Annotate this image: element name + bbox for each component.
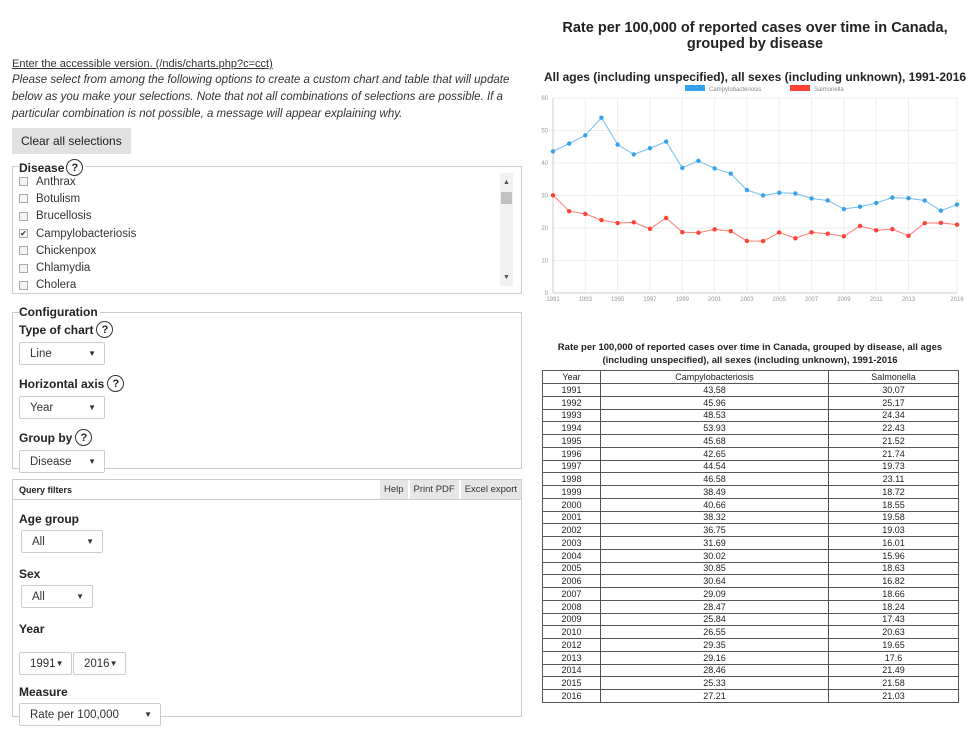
chart-subtitle: All ages (including unspecified), all sexes (including unknown), 1991-2016	[543, 70, 967, 84]
configuration-fieldset	[12, 305, 522, 469]
x-tick-label: 2009	[837, 297, 851, 303]
accessible-version-link[interactable]: Enter the accessible version. (/ndis/charts.php?c=cct)	[12, 58, 273, 70]
chevron-down-icon: ▼	[144, 710, 152, 719]
data-point	[599, 116, 603, 120]
x-tick-label: 2005	[772, 297, 786, 303]
data-point	[599, 218, 603, 222]
table-cell: 38.32	[601, 511, 829, 524]
table-row	[543, 435, 959, 448]
data-point	[874, 228, 878, 232]
chevron-down-icon: ▼	[76, 592, 84, 601]
help-icon[interactable]: ?	[96, 321, 113, 338]
x-tick-label: 1991	[546, 297, 560, 303]
disease-item[interactable]	[19, 259, 515, 276]
chart-title: Rate per 100,000 of reported cases over time in Canada, grouped by disease	[562, 20, 948, 52]
table-cell: 1997	[543, 460, 601, 473]
y-tick-label: 50	[541, 128, 548, 135]
data-point	[551, 149, 555, 153]
table-cell: 21.03	[829, 690, 959, 703]
data-point	[922, 221, 926, 225]
disease-item[interactable]	[19, 190, 515, 207]
legend-swatch	[685, 85, 705, 91]
table-cell: 24.34	[829, 409, 959, 422]
excel-export-button[interactable]: Excel export	[461, 480, 521, 499]
table-row	[543, 626, 959, 639]
table-row	[543, 537, 959, 550]
x-tick-label: 2011	[869, 297, 883, 303]
table-row	[543, 422, 959, 435]
table-cell: 17.6	[829, 651, 959, 664]
table-cell: 1991	[543, 384, 601, 397]
data-point	[842, 234, 846, 238]
table-cell: 18.72	[829, 486, 959, 499]
x-tick-label: 2013	[901, 297, 916, 303]
disease-checkbox[interactable]	[19, 264, 28, 273]
table-cell: 27.21	[601, 690, 829, 703]
disease-checkbox[interactable]	[19, 212, 28, 221]
data-point	[890, 195, 894, 199]
query-filters-panel	[12, 479, 522, 721]
data-point	[777, 230, 781, 234]
table-cell: 2010	[543, 626, 601, 639]
disease-item-label: Anthrax	[36, 175, 76, 188]
data-point	[890, 227, 894, 231]
disease-scrollbar[interactable]	[500, 173, 513, 286]
data-point	[761, 193, 765, 197]
table-row	[543, 486, 959, 499]
x-tick-label: 1999	[675, 297, 689, 303]
x-tick-label: 1997	[643, 297, 657, 303]
table-row	[543, 524, 959, 537]
chevron-down-icon: ▼	[88, 457, 96, 466]
y-tick-label: 10	[541, 258, 548, 265]
column-header: Year	[543, 371, 601, 384]
table-cell: 18.55	[829, 498, 959, 511]
legend-swatch	[790, 85, 810, 91]
disease-checkbox[interactable]	[19, 281, 28, 290]
table-cell: 2014	[543, 664, 601, 677]
data-point	[874, 201, 878, 205]
table-cell: 2004	[543, 549, 601, 562]
x-tick-label: 1995	[610, 297, 625, 303]
table-cell: 20.63	[829, 626, 959, 639]
data-point	[745, 239, 749, 243]
data-point	[729, 229, 733, 233]
y-tick-label: 40	[541, 161, 548, 167]
table-cell: 25.17	[829, 396, 959, 409]
type-of-chart-select[interactable]: Line ▼	[19, 342, 105, 365]
data-point	[729, 171, 733, 175]
y-tick-label: 30	[541, 193, 548, 200]
disease-item-label: Chickenpox	[36, 244, 97, 257]
table-cell: 21.49	[829, 664, 959, 677]
data-point	[939, 208, 943, 212]
table-row	[543, 651, 959, 664]
data-point	[793, 191, 797, 195]
disease-fieldset	[12, 160, 522, 294]
year-from-select[interactable]: 1991 ▼	[19, 652, 72, 675]
type-of-chart-label: Type of chart	[19, 322, 94, 337]
series-line	[553, 195, 957, 241]
table-cell: 1992	[543, 396, 601, 409]
table-cell: 2006	[543, 575, 601, 588]
data-point	[583, 212, 587, 216]
x-tick-label: 2007	[804, 297, 819, 303]
table-cell: 21.52	[829, 435, 959, 448]
table-cell: 36.75	[601, 524, 829, 537]
data-point	[906, 196, 910, 200]
table-row	[543, 664, 959, 677]
table-row	[543, 639, 959, 652]
table-cell: 1999	[543, 486, 601, 499]
x-tick-label: 1993	[578, 297, 592, 303]
table-cell: 17.43	[829, 613, 959, 626]
table-cell: 44.54	[601, 460, 829, 473]
data-point	[680, 166, 684, 170]
disease-checkbox[interactable]	[19, 177, 28, 186]
table-row	[543, 690, 959, 703]
chevron-down-icon: ▼	[86, 537, 94, 546]
help-button[interactable]: Help	[380, 480, 408, 499]
table-cell: 2015	[543, 677, 601, 690]
table-row	[543, 396, 959, 409]
data-point	[955, 202, 959, 206]
sex-select[interactable]: All ▼	[21, 585, 93, 608]
table-row	[543, 511, 959, 524]
table-title: Rate per 100,000 of reported cases over time in Canada, grouped by disease, all ages (including unspecified), all sexes (including unknown), 1991-2016	[557, 342, 943, 366]
table-cell: 2007	[543, 588, 601, 601]
table-cell: 42.65	[601, 447, 829, 460]
x-tick-label: 2001	[707, 297, 722, 303]
data-point	[664, 139, 668, 143]
series-line	[553, 118, 957, 211]
data-point	[745, 188, 749, 192]
disease-item-label: Campylobacteriosis	[36, 227, 137, 240]
table-cell: 30.85	[601, 562, 829, 575]
data-point	[712, 227, 716, 231]
data-point	[826, 232, 830, 236]
table-cell: 28.46	[601, 664, 829, 677]
x-tick-label: 2016	[950, 297, 964, 303]
print-pdf-button[interactable]: Print PDF	[410, 480, 459, 499]
table-cell: 15.96	[829, 549, 959, 562]
disease-checkbox[interactable]	[19, 194, 28, 203]
data-point	[680, 230, 684, 234]
table-cell: 1996	[543, 447, 601, 460]
data-point	[696, 159, 700, 163]
data-point	[664, 216, 668, 220]
table-cell: 43.58	[601, 384, 829, 397]
table-cell: 19.58	[829, 511, 959, 524]
table-cell: 31.69	[601, 537, 829, 550]
legend-label: Salmonella	[814, 87, 844, 93]
data-point	[922, 198, 926, 202]
help-icon[interactable]: ?	[107, 375, 124, 392]
query-filters-title: Query filters	[19, 484, 73, 495]
table-cell: 25.33	[601, 677, 829, 690]
table-cell: 1995	[543, 435, 601, 448]
table-cell: 2009	[543, 613, 601, 626]
table-cell: 2013	[543, 651, 601, 664]
table-cell: 45.96	[601, 396, 829, 409]
data-point	[551, 193, 555, 197]
data-point	[583, 133, 587, 137]
table-row	[543, 562, 959, 575]
table-cell: 2016	[543, 690, 601, 703]
disease-item-label: Cholera	[36, 279, 77, 292]
table-cell: 29.16	[601, 651, 829, 664]
table-cell: 29.35	[601, 639, 829, 652]
data-point	[615, 221, 619, 225]
table-cell: 40.66	[601, 498, 829, 511]
data-point	[696, 231, 700, 235]
data-point	[939, 221, 943, 225]
table-row	[543, 498, 959, 511]
table-row	[543, 549, 959, 562]
year-label: Year	[19, 622, 45, 636]
table-cell: 18.66	[829, 588, 959, 601]
data-point	[809, 230, 813, 234]
measure-select[interactable]: Rate per 100,000 ▼	[19, 703, 161, 726]
disease-list	[13, 167, 521, 294]
data-point	[793, 236, 797, 240]
table-cell: 23.11	[829, 473, 959, 486]
y-tick-label: 60	[541, 96, 548, 102]
disease-item-label: Brucellosis	[36, 210, 92, 223]
table-row	[543, 384, 959, 397]
data-point	[809, 196, 813, 200]
table-cell: 2012	[543, 639, 601, 652]
help-icon[interactable]: ?	[75, 429, 92, 446]
table-cell: 19.03	[829, 524, 959, 537]
data-point	[567, 209, 571, 213]
group-by-select[interactable]: Disease ▼	[19, 450, 105, 473]
data-point	[648, 227, 652, 231]
table-cell: 29.09	[601, 588, 829, 601]
data-point	[858, 224, 862, 228]
table-cell: 2002	[543, 524, 601, 537]
table-cell: 28.47	[601, 600, 829, 613]
table-cell: 25.84	[601, 613, 829, 626]
data-point	[615, 142, 619, 146]
column-header: Campylobacteriosis	[601, 371, 829, 384]
data-point	[632, 220, 636, 224]
table-cell: 48.53	[601, 409, 829, 422]
disease-label: Disease	[19, 160, 65, 175]
chevron-down-icon: ▼	[55, 659, 64, 668]
disease-item[interactable]	[19, 242, 515, 259]
line-chart	[535, 82, 975, 312]
data-point	[632, 152, 636, 156]
table-cell: 26.55	[601, 626, 829, 639]
disease-item-label: Botulism	[36, 192, 81, 205]
table-cell: 30.02	[601, 549, 829, 562]
table-cell: 19.73	[829, 460, 959, 473]
scroll-down-icon[interactable]: ▼	[503, 274, 510, 281]
table-cell: 1994	[543, 422, 601, 435]
table-row	[543, 677, 959, 690]
data-point	[858, 205, 862, 209]
disease-checkbox[interactable]: ✔	[20, 229, 27, 239]
y-tick-label: 20	[541, 226, 548, 232]
configuration-label: Configuration	[19, 305, 98, 319]
data-table	[542, 370, 959, 703]
data-point	[648, 146, 652, 150]
age-group-label: Age group	[19, 512, 79, 526]
data-point	[906, 234, 910, 238]
table-cell: 19.65	[829, 639, 959, 652]
legend-label: Campylobacteriosis	[709, 87, 762, 93]
data-point	[761, 239, 765, 243]
data-point	[826, 198, 830, 202]
table-cell: 1993	[543, 409, 601, 422]
table-cell: 21.74	[829, 447, 959, 460]
disease-item-label: Chlamydia	[36, 262, 91, 275]
disease-item[interactable]	[19, 173, 515, 190]
clear-all-selections-button[interactable]: Clear all selections	[12, 128, 131, 154]
table-row	[543, 447, 959, 460]
chevron-down-icon: ▼	[88, 403, 96, 412]
chevron-down-icon: ▼	[88, 349, 96, 358]
table-cell: 16.82	[829, 575, 959, 588]
table-cell: 1998	[543, 473, 601, 486]
y-tick-label: 0	[544, 291, 548, 297]
group-by-label: Group by	[19, 430, 73, 445]
table-cell: 16.01	[829, 537, 959, 550]
table-cell: 46.58	[601, 473, 829, 486]
table-cell: 18.24	[829, 600, 959, 613]
help-icon[interactable]: ?	[66, 159, 83, 176]
horizontal-axis-label: Horizontal axis	[19, 376, 105, 391]
chart-panel	[540, 0, 970, 84]
sex-label: Sex	[19, 567, 41, 581]
table-cell: 2003	[543, 537, 601, 550]
scroll-thumb[interactable]	[501, 192, 512, 204]
data-point	[842, 207, 846, 211]
data-point	[567, 141, 571, 145]
data-point	[712, 166, 716, 170]
table-row	[543, 409, 959, 422]
age-group-select[interactable]: All ▼	[21, 530, 103, 553]
disease-item[interactable]	[19, 277, 515, 294]
table-row	[543, 600, 959, 613]
chevron-down-icon: ▼	[109, 659, 118, 668]
table-row	[543, 575, 959, 588]
left-panel	[12, 58, 522, 721]
table-cell: 45.68	[601, 435, 829, 448]
intro-text: Please select from among the following options to create a custom chart and table that will update below as you make your selections. Note that not all combinations of selections are possible. If a particular combination is not possible, a message will appear explaining why.	[12, 74, 510, 120]
table-cell: 2005	[543, 562, 601, 575]
table-cell: 2008	[543, 600, 601, 613]
horizontal-axis-select[interactable]: Year ▼	[19, 396, 105, 419]
table-row	[543, 588, 959, 601]
table-cell: 30.64	[601, 575, 829, 588]
table-cell: 30.07	[829, 384, 959, 397]
table-row	[543, 460, 959, 473]
data-point	[777, 191, 781, 195]
table-cell: 21.58	[829, 677, 959, 690]
table-cell: 22.43	[829, 422, 959, 435]
data-point	[955, 222, 959, 226]
disease-item[interactable]	[19, 225, 515, 242]
scroll-up-icon[interactable]: ▲	[503, 179, 510, 186]
disease-item[interactable]	[19, 208, 515, 225]
disease-checkbox[interactable]	[19, 246, 28, 255]
x-tick-label: 2003	[740, 297, 754, 303]
table-cell: 53.93	[601, 422, 829, 435]
table-cell: 2000	[543, 498, 601, 511]
year-to-select[interactable]: 2016 ▼	[73, 652, 126, 675]
table-row	[543, 473, 959, 486]
table-cell: 38.49	[601, 486, 829, 499]
table-cell: 18.63	[829, 562, 959, 575]
table-row	[543, 613, 959, 626]
table-cell: 2001	[543, 511, 601, 524]
column-header: Salmonella	[829, 371, 959, 384]
measure-label: Measure	[19, 685, 68, 699]
